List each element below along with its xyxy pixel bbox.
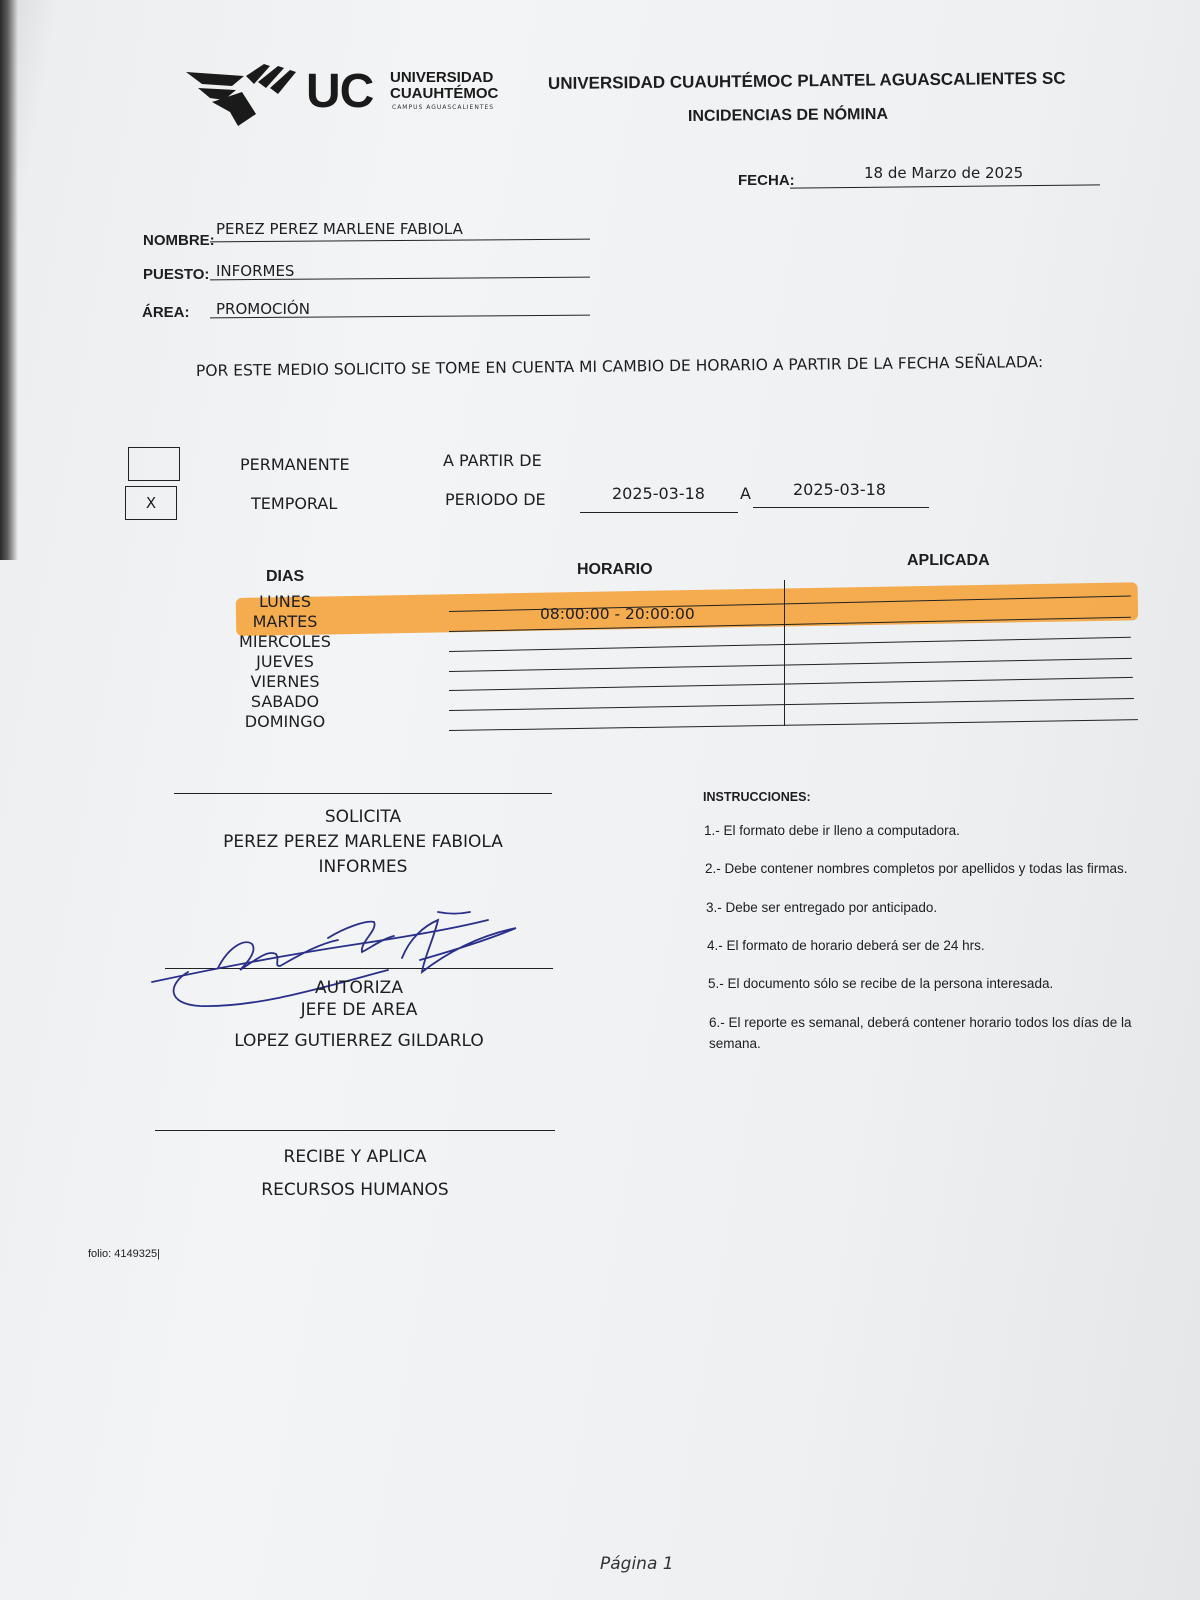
temporal-checkbox[interactable]: X xyxy=(125,486,177,520)
a-partir-label: A PARTIR DE xyxy=(443,451,542,470)
day-label: VIERNES xyxy=(250,672,320,691)
solicita-signature-line xyxy=(174,793,552,794)
fecha-line xyxy=(790,184,1100,188)
instruction-item: 3.- Debe ser entregado por anticipado. xyxy=(706,900,938,915)
instruction-item: 5.- El documento sólo se recibe de la persona interesada. xyxy=(708,976,1054,991)
instruction-item: 2.- Debe contener nombres completos por apellidos y todas las firmas. xyxy=(705,861,1128,876)
request-text: POR ESTE MEDIO SOLICITO SE TOME EN CUENTA MI CAMBIO DE HORARIO A PARTIR DE LA FECHA SEÑALADA: xyxy=(195,353,1044,380)
days-list xyxy=(215,592,355,732)
day-label: MIERCOLES xyxy=(239,632,331,651)
periodo-to-value: 2025-03-18 xyxy=(793,480,886,499)
folio: folio: 4149325| xyxy=(88,1248,160,1260)
col-aplicada-header: APLICADA xyxy=(907,552,990,569)
institution-title: UNIVERSIDAD CUAUHTÉMOC PLANTEL AGUASCALIENTES SC xyxy=(547,68,1066,93)
fecha-value: 18 de Marzo de 2025 xyxy=(864,164,1024,182)
logo-name xyxy=(390,70,498,102)
area-label: ÁREA: xyxy=(142,304,190,321)
instruction-item: 1.- El formato debe ir lleno a computadora. xyxy=(704,823,960,838)
logo-mark: UC xyxy=(306,65,374,118)
schedule-row-line xyxy=(449,719,1138,731)
col-dias-header: DIAS xyxy=(266,568,305,585)
periodo-separator: A xyxy=(740,484,751,503)
instruction-item: 4.- El formato de horario deberá ser de 24 hrs. xyxy=(707,938,985,953)
autoriza-name: LOPEZ GUTIERREZ GILDARLO xyxy=(234,1031,484,1051)
instructions-title: INSTRUCCIONES: xyxy=(703,790,811,804)
area-value: PROMOCIÓN xyxy=(216,300,310,318)
day-label: MARTES xyxy=(252,612,318,631)
schedule-row-line xyxy=(449,637,1131,652)
instruction-item: 6.- El reporte es semanal, deberá contener horario todos los días de la semana. xyxy=(709,1015,1132,1051)
temporal-label: TEMPORAL xyxy=(251,494,338,513)
university-logo xyxy=(184,62,504,132)
solicita-role: INFORMES xyxy=(318,857,408,877)
autoriza-label: AUTORIZA xyxy=(315,978,403,998)
periodo-label: PERIODO DE xyxy=(445,490,546,509)
solicita-name: PEREZ PEREZ MARLENE FABIOLA xyxy=(223,832,503,852)
puesto-label: PUESTO: xyxy=(143,266,210,283)
logo-name-line2: CUAUHTÉMOC xyxy=(390,85,499,102)
recibe-label: RECIBE Y APLICA xyxy=(283,1147,427,1167)
periodo-to-line xyxy=(753,507,929,508)
day-label: JUEVES xyxy=(256,652,314,671)
nombre-line xyxy=(210,239,590,243)
solicita-label: SOLICITA xyxy=(324,807,402,827)
nombre-label: NOMBRE: xyxy=(143,232,215,249)
day-label: DOMINGO xyxy=(244,712,326,731)
day-label: SABADO xyxy=(250,692,320,711)
fecha-label: FECHA: xyxy=(738,172,795,189)
day-label: LUNES xyxy=(258,592,312,611)
permanente-label: PERMANENTE xyxy=(240,455,350,474)
form-title: INCIDENCIAS DE NÓMINA xyxy=(687,105,889,125)
autoriza-role: JEFE DE AREA xyxy=(300,1000,418,1020)
puesto-value: INFORMES xyxy=(216,262,295,280)
col-horario-header: HORARIO xyxy=(577,561,653,578)
horario-martes: 08:00:00 - 20:00:00 xyxy=(540,605,695,623)
periodo-from-value: 2025-03-18 xyxy=(612,484,705,503)
permanente-checkbox[interactable] xyxy=(128,447,180,481)
nombre-value: PEREZ PEREZ MARLENE FABIOLA xyxy=(216,220,463,238)
schedule-row-line xyxy=(449,677,1133,691)
logo-campus: CAMPUS AGUASCALIENTES xyxy=(392,104,495,111)
recibe-dept: RECURSOS HUMANOS xyxy=(261,1180,449,1200)
schedule-row-line xyxy=(449,698,1134,711)
recibe-signature-line xyxy=(155,1130,555,1131)
schedule-row-line xyxy=(449,658,1132,672)
logo-name-line1: UNIVERSIDAD xyxy=(390,69,494,86)
eagle-logo-icon xyxy=(184,62,304,132)
page-number: Página 1 xyxy=(600,1554,674,1574)
periodo-from-line xyxy=(580,512,738,513)
